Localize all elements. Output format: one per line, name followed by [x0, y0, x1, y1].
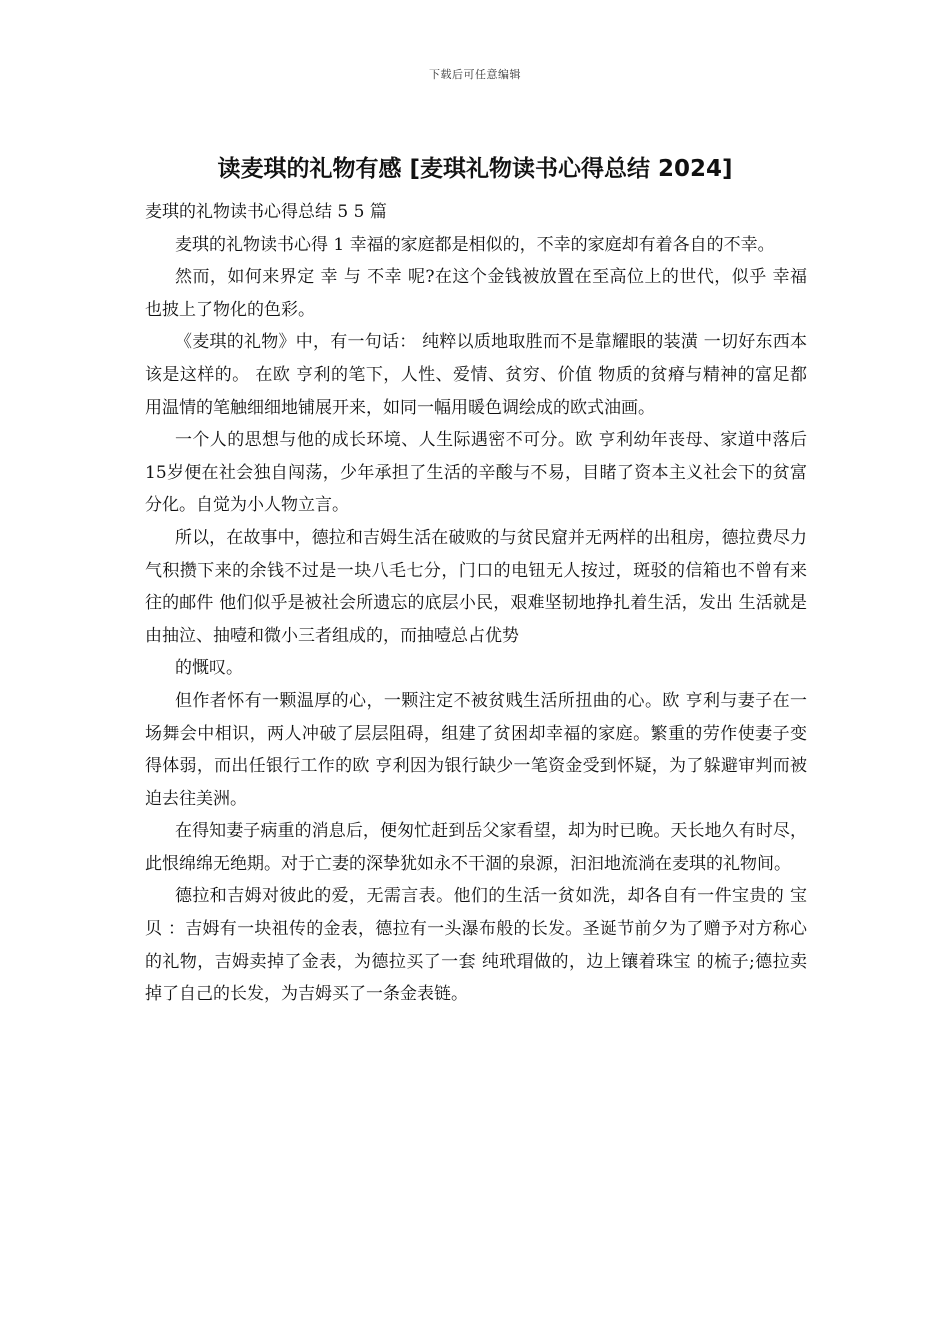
paragraph: 麦琪的礼物读书心得 1 幸福的家庭都是相似的，不幸的家庭却有着各自的不幸。: [175, 234, 775, 255]
paragraph: 一个人的思想与他的成长环境、人生际遇密不可分。欧 亨利幼年丧母、家道中落后15岁便在社会独自闯荡，少年承担了生活的辛酸与不易，目睹了资本主义社会下的贫富分化。自觉为小人物立言。: [145, 430, 807, 516]
document-title: 读麦琪的礼物有感 [麦琪礼物读书心得总结 2024]: [217, 156, 733, 182]
paragraph: 《麦琪的礼物》中，有一句话： 纯粹以质地取胜而不是靠耀眼的装潢 一切好东西本该是这样的。 在欧 亨利的笔下，人性、爱情、贫穷、价值 物质的贫瘠与精神的富足都用温情的笔触细细地铺展开来，如同一幅用暖色调绘成的欧式油画。: [145, 332, 807, 418]
subtitle-line: 麦琪的礼物读书心得总结 5 5 篇: [145, 202, 387, 222]
header-note: 下载后可任意编辑: [429, 68, 521, 81]
paragraph: 然而，如何来界定 幸 与 不幸 呢?在这个金钱被放置在至高位上的世代，似乎 幸福 也披上了物化的色彩。: [145, 267, 807, 320]
paragraph-continuation: 的慨叹。: [175, 658, 243, 679]
paragraph: 在得知妻子病重的消息后，便匆忙赶到岳父家看望，却为时已晚。天长地久有时尽，此恨绵绵无绝期。对于亡妻的深挚犹如永不干涸的泉源，汩汩地流淌在麦琪的礼物间。: [145, 821, 807, 874]
paragraph: 所以，在故事中，德拉和吉姆生活在破败的与贫民窟并无两样的出租房，德拉费尽力气积攒下来的余钱不过是一块八毛七分，门口的电钮无人按过，斑驳的信箱也不曾有来往的邮件 他们似乎是被社会所遗忘的底层小民，艰难坚韧地挣扎着生活，发出 生活就是由抽泣、抽噎和微小三者组成的，而抽噎总占优势: [145, 527, 807, 646]
paragraph: 德拉和吉姆对彼此的爱，无需言表。他们的生活一贫如洗，却各自有一件宝贵的 宝贝 ：吉姆有一块祖传的金表，德拉有一头瀑布般的长发。圣诞节前夕为了赠予对方称心的礼物，吉姆卖掉了金表，为德拉买了一套 纯玳瑁做的，边上镶着珠宝 的梳子;德拉卖掉了自己的长发，为吉姆买了一条金表链。: [145, 886, 807, 1005]
paragraph: 但作者怀有一颗温厚的心，一颗注定不被贫贱生活所扭曲的心。欧 亨利与妻子在一场舞会中相识，两人冲破了层层阻碍，组建了贫困却幸福的家庭。繁重的劳作使妻子变得体弱，而出任银行工作的欧 亨利因为银行缺少一笔资金受到怀疑，为了躲避审判而被迫去往美洲。: [145, 690, 807, 809]
document-body: [145, 196, 807, 1011]
